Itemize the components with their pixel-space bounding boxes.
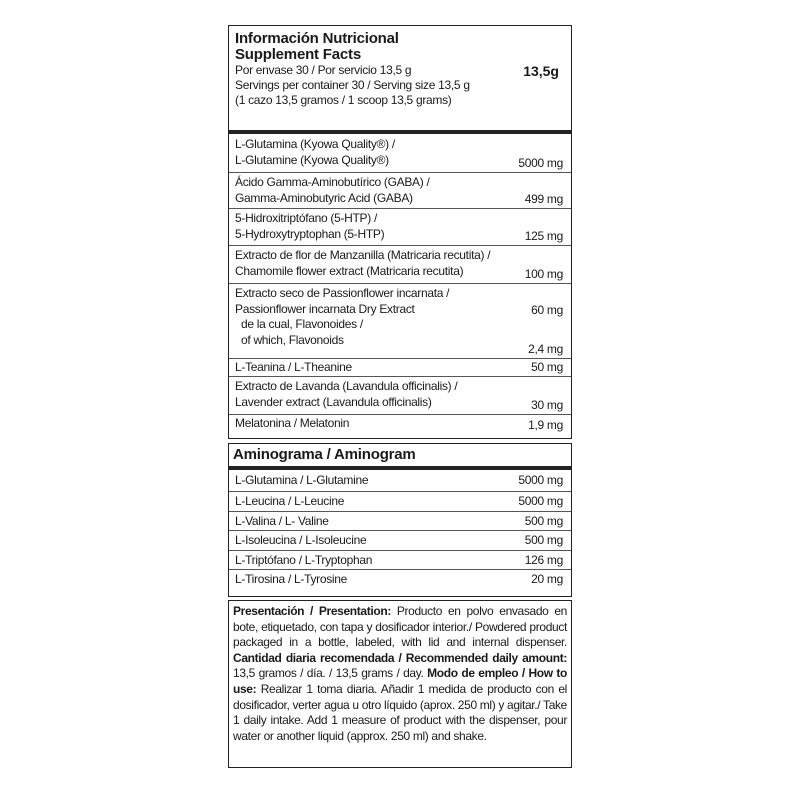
amino-row [229, 530, 571, 550]
header-line: (1 cazo 13,5 gramos / 1 scoop 13,5 grams) [235, 93, 452, 107]
header-line: Servings per container 30 / Serving size 13,5 g [235, 78, 470, 92]
aminogram-title: Aminograma / Aminogram [233, 446, 416, 463]
nutrient-sub-label: of which, Flavonoids [241, 332, 344, 347]
facts-header [229, 26, 571, 130]
daily-amount-text: 13,5 gramos / día. / 13,5 grams / day. [233, 666, 428, 681]
facts-title: Información Nutricional [235, 30, 399, 47]
amino-value: 20 mg [531, 572, 563, 586]
nutrient-row [229, 414, 571, 434]
presentation-label: Presentación / Presentation: [233, 604, 391, 618]
nutrient-sub-label: de la cual, Flavonoides / [241, 317, 363, 331]
nutrient-row [229, 245, 571, 283]
amino-value: 126 mg [524, 552, 563, 567]
nutrient-value: 60 mg [531, 303, 563, 317]
amino-row [229, 491, 571, 511]
amino-value: 500 mg [524, 533, 563, 547]
amino-label: L-Leucina / L-Leucine [235, 494, 345, 508]
daily-amount-label: Cantidad diaria recomendada / Recommended daily amount: [233, 650, 567, 665]
nutrient-label: Melatonina / Melatonin [235, 416, 350, 430]
nutrient-label: Gamma-Aminobutyric Acid (GABA) [235, 190, 413, 205]
nutrient-row [229, 376, 571, 414]
amino-row [229, 550, 571, 570]
facts-rows [229, 134, 571, 434]
nutrient-label: L-Glutamina (Kyowa Quality®) / [235, 137, 395, 151]
nutrient-value: 30 mg [531, 397, 563, 412]
amino-label: L-Valina / L- Valine [235, 513, 329, 528]
how-to-use-text: Realizar 1 toma diaria. Añadir 1 medida de producto con el dosificador, verter agua u otro líquido (aprox. 250 ml) y agitar./ Take 1 daily intake. Add 1 measure of product with the dispenser, pour water or another liquid (approx. 250 ml) and shake. [233, 681, 567, 743]
presentation-text: Producto en polvo envasado en bote, etiquetado, con tapa y dosificador interior./ Powdered product packaged in a bottle, labeled, with lid and internal dispenser. [233, 604, 567, 650]
amino-row [229, 470, 571, 491]
nutrient-label: L-Teanina / L-Theanine [235, 360, 352, 374]
nutrient-sub-value: 2,4 mg [528, 341, 563, 356]
aminogram-panel [228, 443, 572, 597]
nutrient-label: Passionflower incarnata Dry Extract [235, 301, 415, 316]
amino-label: L-Tirosina / L-Tyrosine [235, 572, 348, 586]
serving-amount: 13,5g [523, 63, 559, 79]
nutrient-label: Chamomile flower extract (Matricaria recutita) [235, 263, 464, 278]
nutrient-label: 5-Hydroxytryptophan (5-HTP) [235, 226, 385, 241]
nutrient-row [229, 208, 571, 245]
nutrient-label: 5-Hidroxitriptófano (5-HTP) / [235, 211, 378, 225]
amino-value: 5000 mg [518, 473, 563, 487]
nutrient-row [229, 172, 571, 208]
facts-subtitle: Supplement Facts [235, 46, 361, 63]
nutrient-value: 1,9 mg [528, 417, 563, 432]
amino-row [229, 511, 571, 531]
how-to-use-label: Modo de empleo / How to use: [233, 666, 567, 696]
amino-label: L-Triptófano / L-Tryptophan [235, 552, 373, 567]
nutrient-value: 5000 mg [518, 155, 563, 170]
nutrient-value: 499 mg [524, 191, 563, 206]
amino-value: 5000 mg [518, 494, 563, 508]
nutrient-value: 125 mg [524, 228, 563, 243]
nutrient-row [229, 283, 571, 358]
nutrient-label: Extracto seco de Passionflower incarnata / [235, 286, 450, 300]
nutrient-row [229, 358, 571, 376]
nutrient-label: Lavender extract (Lavandula officinalis) [235, 394, 432, 409]
nutrient-label: Extracto de Lavanda (Lavandula officinalis) / [235, 379, 458, 393]
nutrient-label: L-Glutamine (Kyowa Quality®) [235, 152, 389, 167]
nutrient-value: 50 mg [531, 359, 563, 374]
header-line: Por envase 30 / Por servicio 13,5 g [235, 63, 412, 77]
nutrient-label: Extracto de flor de Manzanilla (Matricaria recutita) / [235, 248, 491, 262]
presentation-panel [228, 600, 572, 768]
nutrient-value: 100 mg [524, 266, 563, 281]
amino-row [229, 569, 571, 589]
nutrient-label: Ácido Gamma-Aminobutírico (GABA) / [235, 175, 430, 189]
supplement-facts-panel [228, 25, 572, 439]
amino-label: L-Glutamina / L-Glutamine [235, 473, 369, 487]
amino-value: 500 mg [524, 513, 563, 528]
nutrient-row [229, 134, 571, 172]
amino-label: L-Isoleucina / L-Isoleucine [235, 533, 367, 547]
